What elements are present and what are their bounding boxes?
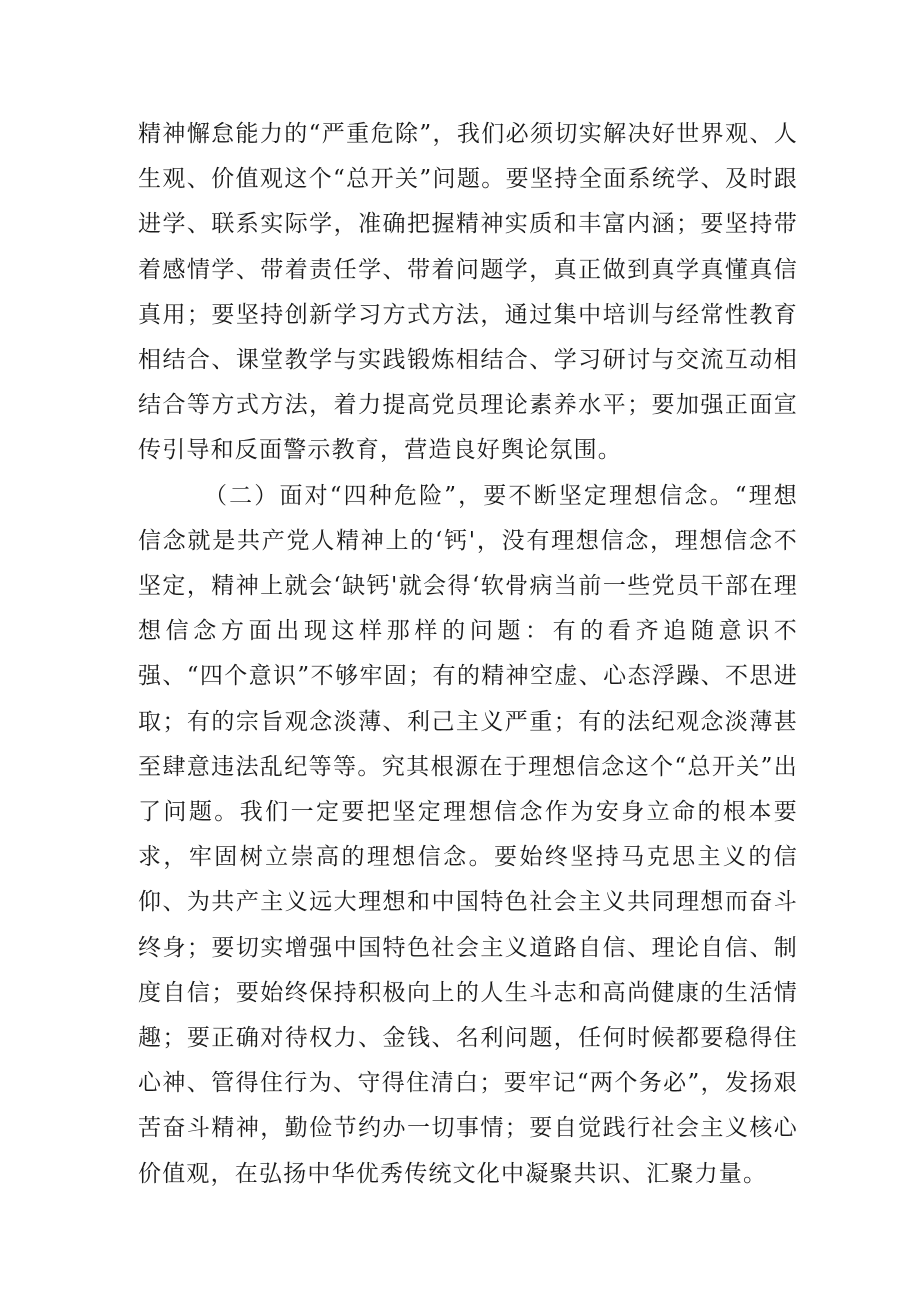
paragraph-section-two: （二）面对“四种危险”，要不断坚定理想信念。“理想信念就是共产党人精神上的‘钙'，没有理想信念，理想信念不坚定，精神上就会‘缺钙'就会得‘软骨病当前一些党员干部在理想信念方面出现这样那样的问题：有的看齐追随意识不强、“四个意识”不够牢固；有的精神空虚、心态浮躁、不思进取；有的宗旨观念淡薄、利己主义严重；有的法纪观念淡薄甚至肆意违法乱纪等等。究其根源在于理想信念这个“总开关”出了问题。我们一定要把坚定理想信念作为安身立命的根本要求，牢固树立崇高的理想信念。要始终坚持马克思主义的信仰、为共产主义远大理想和中国特色社会主义共同理想而奋斗终身；要切实增强中国特色社会主义道路自信、理论自信、制度自信；要始终保持积极向上的人生斗志和高尚健康的生活情趣；要正确对待权力、金钱、名利问题，任何时候都要稳得住心神、管得住行为、守得住清白；要牢记“两个务必”，发扬艰苦奋斗精神，勤俭节约办一切事情；要自觉践行社会主义核心价值观，在弘扬中华优秀传统文化中凝聚共识、汇聚力量。 <box>138 482 798 1187</box>
body-text <box>138 112 798 1197</box>
paragraph-continuation: 精神懈怠能力的“严重危除”，我们必须切实解决好世界观、人生观、价值观这个“总开关”问题。要坚持全面系统学、及时跟进学、联系实际学，准确把握精神实质和丰富内涵；要坚持带着感情学、带着责任学、带着问题学，真正做到真学真懂真信真用；要坚持创新学习方式方法，通过集中培训与经常性教育相结合、课堂教学与实践锻炼相结合、学习研讨与交流互动相结合等方式方法，着力提高党员理论素养水平；要加强正面宣传引导和反面警示教育，营造良好舆论氛围。 <box>138 121 798 464</box>
